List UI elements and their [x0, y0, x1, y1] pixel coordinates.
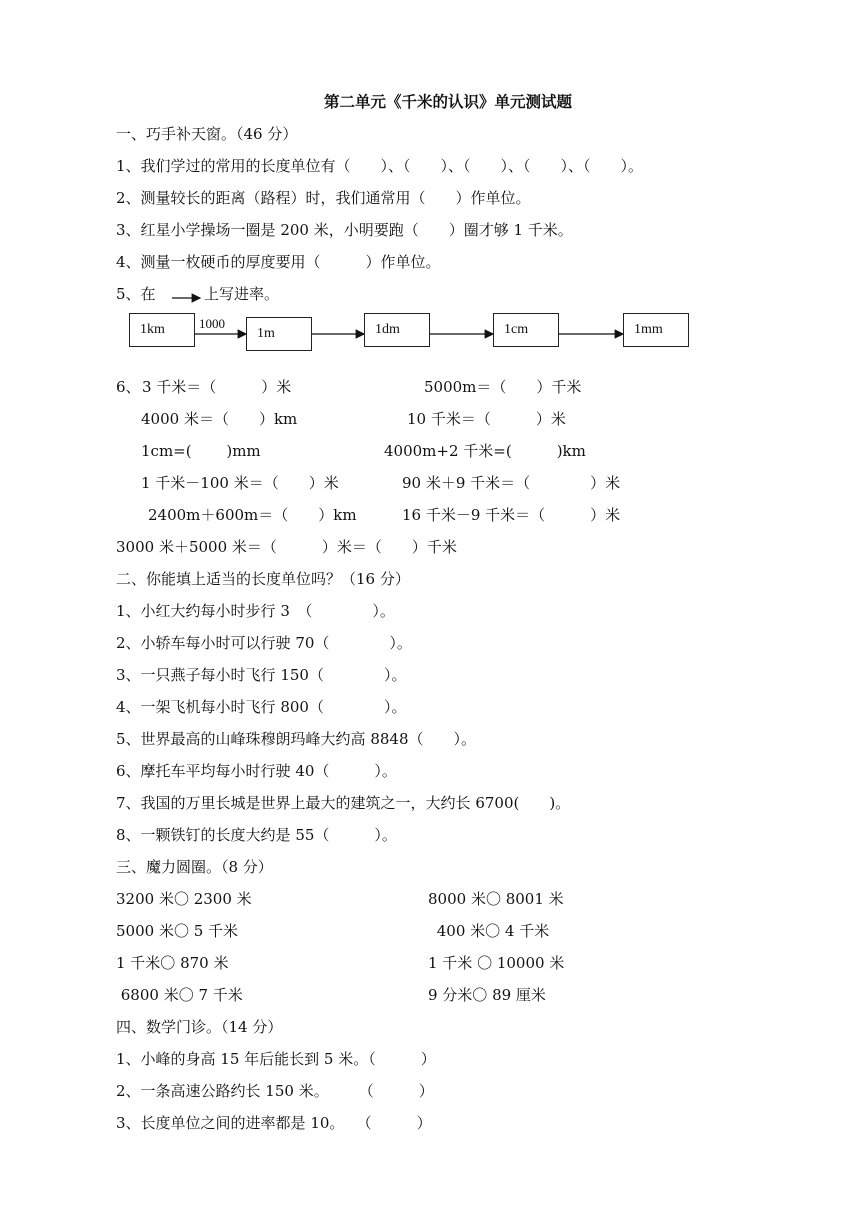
question-1-6-label: 6、 — [116, 378, 141, 396]
compare-item: 9 分米〇 89 厘米 — [428, 986, 546, 1004]
conversion-item: 16 千米－9 千米＝（ ）米 — [402, 506, 621, 524]
conversion-item: 2400m＋600m＝（ ）km — [148, 506, 357, 524]
question-2-item: 5、世界最高的山峰珠穆朗玛峰大约高 8848（ ）。 — [116, 730, 476, 748]
page-title: 第二单元《千米的认识》单元测试题 — [323, 93, 572, 111]
question-1-1: 1、我们学过的常用的长度单位有（ ）、（ ）、（ ）、（ ）、（ ）。 — [116, 157, 644, 175]
question-1-3: 3、红星小学操场一圈是 200 米，小明要跑（ ）圈才够 1 千米。 — [116, 221, 573, 239]
question-2-item: 1、小红大约每小时步行 3 （ ）。 — [116, 602, 395, 620]
section3-heading: 三、魔力圆圈。（8 分） — [116, 858, 273, 876]
question-2-item: 8、一颗铁钉的长度大约是 55（ ）。 — [116, 826, 397, 844]
true-false-item: 2、一条高速公路约长 150 米。 （ ） — [116, 1082, 434, 1100]
conversion-item: 10 千米＝（ ）米 — [407, 410, 566, 428]
conversion-item: 1 千米－100 米＝（ ）米 — [141, 474, 339, 492]
unit-box-m: 1m — [246, 317, 312, 351]
question-2-item: 6、摩托车平均每小时行驶 40（ ）。 — [116, 762, 397, 780]
section4-heading: 四、数学门诊。（14 分） — [116, 1018, 283, 1036]
question-1-5-prefix: 5、在 — [116, 285, 156, 303]
question-2-item: 4、一架飞机每小时飞行 800（ ）。 — [116, 698, 407, 716]
compare-item: 8000 米〇 8001 米 — [428, 890, 564, 908]
conversion-item-last: 3000 米＋5000 米＝（ ）米＝（ ）千米 — [116, 538, 457, 556]
conversion-item: 1cm=( )mm — [141, 442, 261, 460]
question-1-5-suffix: 上写进率。 — [204, 285, 280, 303]
compare-item: 5000 米〇 5 千米 — [116, 922, 239, 940]
true-false-item: 3、长度单位之间的进率都是 10。 （ ） — [116, 1114, 432, 1132]
unit-box-km: 1km — [129, 313, 195, 347]
true-false-item: 1、小峰的身高 15 年后能长到 5 米。（ ） — [116, 1050, 436, 1068]
question-1-2: 2、测量较长的距离（路程）时，我们通常用（ ）作单位。 — [116, 189, 531, 207]
question-1-4: 4、测量一枚硬币的厚度要用（ ）作单位。 — [116, 253, 441, 271]
conversion-item: 4000m+2 千米=( )km — [384, 442, 586, 460]
unit-box-cm: 1cm — [493, 313, 559, 347]
conversion-item: 5000m＝（ ）千米 — [424, 378, 582, 396]
conversion-item: 90 米＋9 千米＝（ ）米 — [402, 474, 621, 492]
question-2-item: 2、小轿车每小时可以行驶 70（ ）。 — [116, 634, 412, 652]
compare-item: 400 米〇 4 千米 — [432, 922, 550, 940]
question-2-item: 3、一只燕子每小时飞行 150（ ）。 — [116, 666, 407, 684]
unit-box-dm: 1dm — [364, 313, 430, 347]
compare-item: 3200 米〇 2300 米 — [116, 890, 252, 908]
compare-item: 6800 米〇 7 千米 — [116, 986, 243, 1004]
compare-item: 1 千米〇 870 米 — [116, 954, 229, 972]
question-2-item: 7、我国的万里长城是世界上最大的建筑之一，大约长 6700( )。 — [116, 794, 571, 812]
section2-heading: 二、你能填上适当的长度单位吗？（16 分） — [116, 570, 410, 588]
conversion-item: 3 千米＝（ ）米 — [142, 378, 292, 396]
compare-item: 1 千米 〇 10000 米 — [428, 954, 565, 972]
conversion-item: 4000 米＝（ ）km — [141, 410, 298, 428]
section1-heading: 一、巧手补天窗。（46 分） — [116, 125, 298, 143]
unit-box-mm: 1mm — [623, 313, 689, 347]
rate-label-km-m: 1000 — [199, 316, 225, 331]
